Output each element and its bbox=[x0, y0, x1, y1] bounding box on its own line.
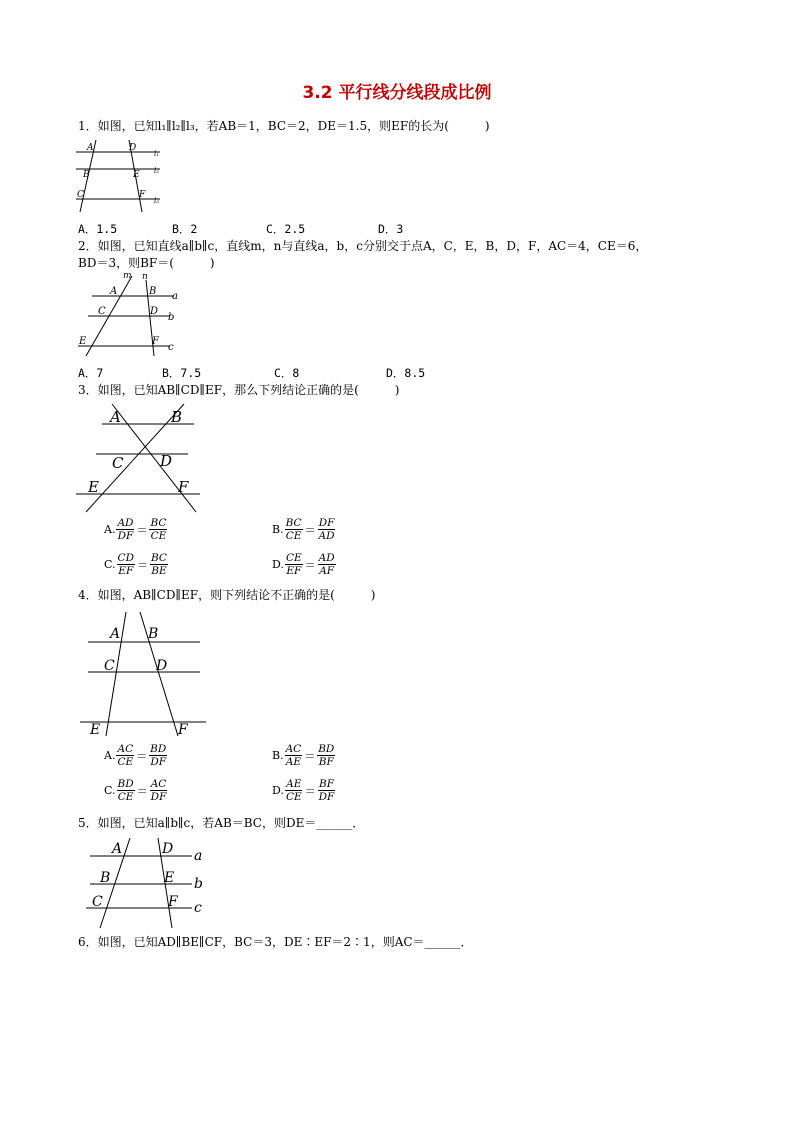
fig1-label-B: B bbox=[83, 170, 90, 180]
fig2-label-C: C bbox=[98, 306, 106, 317]
question-4-figure bbox=[74, 608, 214, 740]
question-6-text: 6．如图，已知AD∥BE∥CF，BC＝3，DE∶EF＝2∶1，则AC＝______． bbox=[78, 935, 473, 949]
q2-option-d: D．8.5 bbox=[386, 366, 426, 380]
question-3-figure bbox=[74, 398, 214, 518]
q1-option-b: B．2 bbox=[172, 222, 198, 236]
page-title: 3.2 平行线分线段成比例 bbox=[302, 83, 492, 103]
fig1-label-F: F bbox=[139, 190, 146, 200]
fig3-label-A: A bbox=[110, 408, 121, 426]
question-4-text: 4．如图，AB∥CD∥EF，则下列结论不正确的是( ) bbox=[78, 588, 376, 602]
q2-option-b: B．7.5 bbox=[162, 366, 202, 380]
q4-option-c: C. $\frac{BD}{CE}$ ＝ $\frac{AC}{DF}$ bbox=[104, 778, 167, 803]
fig3-label-F: F bbox=[178, 478, 189, 496]
q2-option-c: C．8 bbox=[274, 366, 300, 380]
fig2-label-n: n bbox=[142, 272, 148, 282]
q1-option-a: A．1.5 bbox=[78, 222, 118, 236]
fig5-label-C: C bbox=[92, 894, 103, 910]
fig1-label-l3: l₃ bbox=[154, 197, 160, 205]
fig1-label-C: C bbox=[77, 190, 84, 200]
fig1-label-l1: l₁ bbox=[154, 150, 160, 158]
fig2-label-D: D bbox=[150, 306, 159, 317]
fig1-label-D: D bbox=[129, 143, 137, 153]
fig4-label-D: D bbox=[156, 658, 168, 674]
q3-option-d: D. $\frac{CE}{EF}$ ＝ $\frac{AD}{AF}$ bbox=[272, 552, 335, 577]
fig4-label-B: B bbox=[148, 626, 159, 642]
question-2-text-line1: 2．如图，已知直线a∥b∥c，直线m，n与直线a，b，c分别交于点A，C，E，B，D，F，AC＝4，CE＝6， bbox=[78, 239, 648, 253]
fig5-label-B: B bbox=[100, 870, 111, 886]
fig4-label-F: F bbox=[178, 722, 188, 738]
q1-option-c: C．2.5 bbox=[266, 222, 306, 236]
fig1-label-E: E bbox=[133, 170, 140, 180]
fig4-label-C: C bbox=[104, 658, 115, 674]
fig4-label-A: A bbox=[110, 626, 121, 642]
fig3-label-C: C bbox=[112, 454, 124, 472]
fig5-label-A: A bbox=[112, 841, 123, 857]
fig5-label-a: a bbox=[194, 848, 203, 864]
fig2-label-m: m bbox=[123, 271, 132, 281]
q2-option-a: A．7 bbox=[78, 366, 104, 380]
q4-option-a: A. $\frac{AC}{CE}$ ＝ $\frac{BD}{DF}$ bbox=[104, 743, 167, 768]
q1-option-d: D．3 bbox=[378, 222, 404, 236]
question-2-figure bbox=[74, 268, 194, 358]
q3-option-a: A. $\frac{AD}{DF}$ ＝ $\frac{BC}{CE}$ bbox=[104, 517, 167, 542]
q3-option-b: B. $\frac{BC}{CE}$ ＝ $\frac{DF}{AD}$ bbox=[272, 517, 335, 542]
fig2-label-a: a bbox=[172, 291, 178, 302]
question-5-text: 5．如图，已知a∥b∥c，若AB＝BC，则DE＝______． bbox=[78, 816, 365, 830]
question-2-options bbox=[78, 365, 425, 381]
fig1-label-A: A bbox=[87, 143, 94, 153]
q4-option-b: B. $\frac{AC}{AE}$ ＝ $\frac{BD}{BF}$ bbox=[272, 743, 335, 768]
fig5-label-D: D bbox=[162, 841, 174, 857]
fig5-label-c: c bbox=[194, 900, 202, 916]
fig3-label-B: B bbox=[171, 408, 183, 426]
fig4-label-E: E bbox=[90, 722, 101, 738]
question-1-options bbox=[78, 221, 403, 237]
fig2-label-c: c bbox=[168, 342, 174, 353]
fig2-label-F: F bbox=[152, 336, 159, 347]
question-2-text-line2: BD＝3，则BF＝( ) bbox=[78, 256, 215, 270]
question-3-text: 3．如图，已知AB∥CD∥EF，那么下列结论正确的是( ) bbox=[78, 383, 400, 397]
fig2-label-B: B bbox=[149, 286, 157, 297]
question-5-figure bbox=[80, 836, 210, 932]
fig5-label-b: b bbox=[194, 876, 203, 892]
q3-option-c: C. $\frac{CD}{EF}$ ＝ $\frac{BC}{BE}$ bbox=[104, 552, 167, 577]
fig5-label-F: F bbox=[168, 894, 178, 910]
fig1-label-l2: l₂ bbox=[154, 167, 160, 175]
fig3-label-E: E bbox=[88, 478, 99, 496]
q4-option-d: D. $\frac{AE}{CE}$ ＝ $\frac{BF}{DF}$ bbox=[272, 778, 335, 803]
question-1-text: 1．如图，已知l₁∥l₂∥l₃，若AB＝1，BC＝2，DE＝1.5，则EF的长为( ) bbox=[78, 119, 490, 133]
fig2-label-E: E bbox=[79, 336, 87, 347]
fig5-label-E: E bbox=[164, 870, 175, 886]
fig2-label-b: b bbox=[168, 312, 175, 323]
fig2-label-A: A bbox=[110, 286, 118, 297]
fig3-label-D: D bbox=[160, 452, 173, 470]
question-1-figure bbox=[74, 136, 174, 216]
